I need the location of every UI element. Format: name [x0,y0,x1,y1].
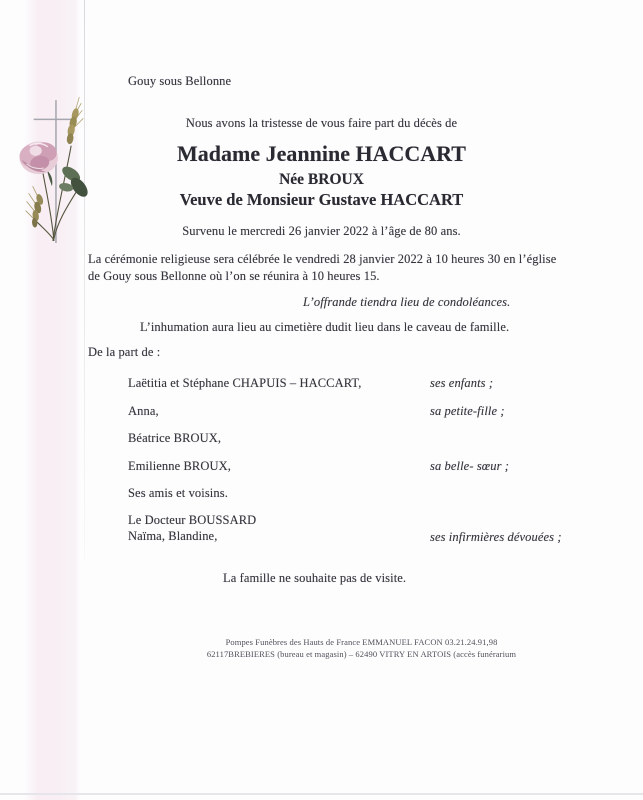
family-name: Ses amis et voisins. [128,486,228,500]
from-label: De la part de : [88,345,161,359]
family-row [128,459,628,474]
nurses-names: Naïma, Blandine, [128,529,218,543]
family-relation: sa petite-fille ; [430,404,505,418]
deceased-name: Madame Jeannine HACCART [177,141,466,166]
family-name: Anna, [128,404,159,418]
family-name: Emilienne BROUX, [128,459,231,473]
widow-line: Veuve de Monsieur Gustave HACCART [179,190,464,209]
ceremony-line-1: La cérémonie religieuse sera célébrée le vendredi 28 janvier 2022 à 10 heures 30 en l’église [88,252,557,266]
maiden-name: Née BROUX [279,171,364,188]
scan-bottom-edge [0,793,643,795]
city-line: Gouy sous Bellonne [128,74,232,88]
death-date-line: Survenu le mercredi 26 janvier 2022 à l’âge de 80 ans. [182,224,461,238]
doctor-name: Le Docteur BOUSSARD [128,513,257,527]
funeral-home-footer [80,636,643,660]
family-relation: ses infirmières dévouées ; [430,530,562,544]
family-row-doctor [128,512,628,544]
ceremony-line-2: de Gouy sous Bellonne où l’on se réunira à 10 heures 15. [88,269,380,283]
family-relation: ses enfants ; [430,376,494,390]
family-row [128,404,628,419]
funeral-home-line-1: Pompes Funèbres des Hauts de France EMMANUEL FACON 03.21.24.91,98 [225,637,498,647]
offering-line: L’offrande tiendra lieu de condoléances. [303,295,511,309]
family-row [128,376,628,391]
family-name: Laëtitia et Stéphane CHAPUIS – HACCART, [128,376,362,390]
family-row [128,486,628,501]
funeral-home-line-2: 62117BREBIERES (bureau et magasin) – 62490 VITRY EN ARTOIS (accès funérarium [206,649,517,659]
family-name: Béatrice BROUX, [128,431,222,445]
family-relation: sa belle- sœur ; [430,459,510,473]
intro-line: Nous avons la tristesse de vous faire part du décès de [185,116,458,130]
card-fold-crease [84,0,85,560]
no-visit-line: La famille ne souhaite pas de visite. [223,571,407,585]
burial-line: L’inhumation aura lieu au cimetière dudit lieu dans le caveau de famille. [140,320,510,334]
family-row [128,431,628,446]
ceremony-paragraph [88,251,556,285]
